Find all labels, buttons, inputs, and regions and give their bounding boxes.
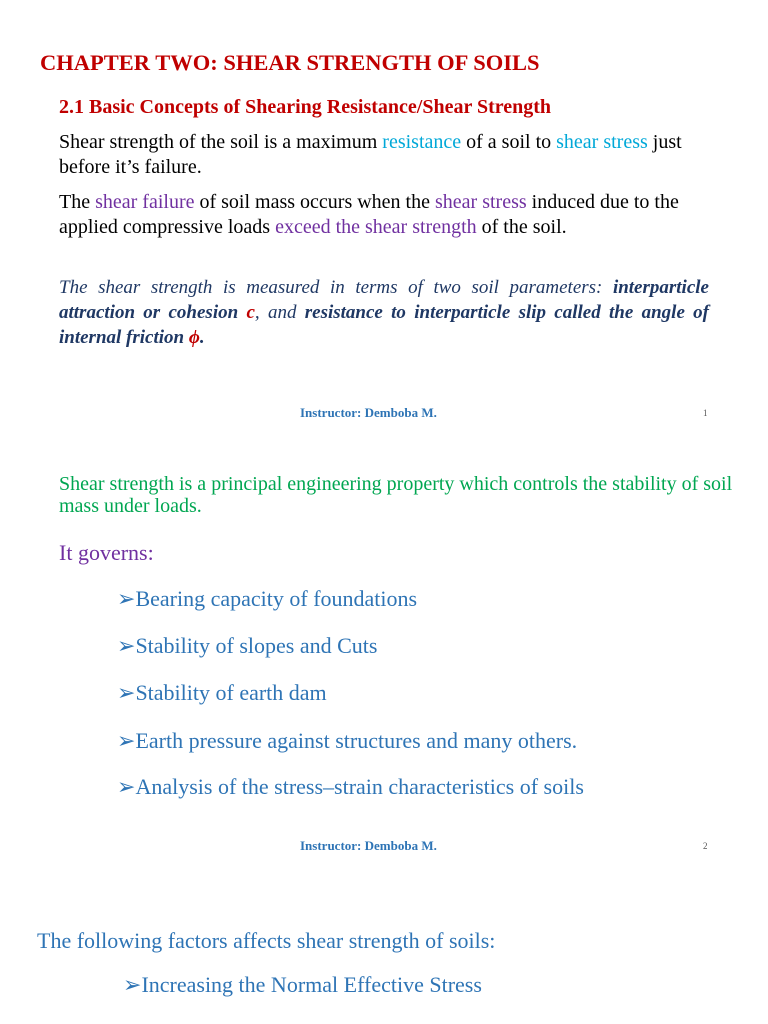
page-number: 2	[703, 841, 708, 851]
text-run: The	[59, 191, 96, 213]
list-item	[117, 680, 327, 706]
slide-footer: Instructor: Demboba M.	[300, 838, 437, 853]
arrow-bullet-icon: ➢	[117, 586, 136, 611]
list-item-label: Stability of slopes and Cuts	[135, 633, 378, 658]
governs-label: It governs:	[59, 540, 154, 565]
page-number: 1	[703, 408, 708, 418]
list-item-label: Bearing capacity of foundations	[135, 586, 418, 611]
list-item-label: Analysis of the stress–strain characteristics of soils	[135, 774, 584, 799]
definition-paragraph	[59, 130, 709, 180]
arrow-bullet-icon: ➢	[117, 774, 136, 799]
failure-paragraph	[59, 190, 709, 240]
highlight-shear-failure: shear failure	[95, 191, 195, 213]
text-run: The shear strength is measured in terms of two soil parameters:	[59, 277, 613, 298]
text-run: just before it’s failure.	[59, 131, 682, 178]
arrow-bullet-icon: ➢	[117, 728, 136, 753]
text-run: Shear strength of the soil is a maximum	[59, 131, 383, 153]
list-item-label: Stability of earth dam	[135, 680, 327, 705]
friction-term: resistance to interparticle slip called the angle of internal friction	[59, 302, 710, 348]
highlight-exceed-strength: exceed the shear strength	[275, 216, 477, 238]
highlight-resistance: resistance	[382, 131, 462, 153]
parameters-paragraph	[59, 275, 709, 350]
text-run: , and	[254, 302, 305, 323]
section-heading: 2.1 Basic Concepts of Shearing Resistance/Shear Strength	[59, 96, 552, 118]
arrow-bullet-icon: ➢	[117, 633, 136, 658]
text-run: of a soil to	[461, 131, 557, 153]
highlight-shear-stress: shear stress	[556, 131, 648, 153]
list-item	[117, 728, 577, 754]
list-item	[117, 774, 584, 800]
list-item	[123, 972, 482, 998]
highlight-shear-stress: shear stress	[435, 191, 527, 213]
cohesion-symbol: c	[246, 302, 255, 323]
text-run: of soil mass occurs when the	[194, 191, 435, 213]
list-item-label: Increasing the Normal Effective Stress	[141, 972, 482, 997]
arrow-bullet-icon: ➢	[117, 680, 136, 705]
factors-heading: The following factors affects shear strength of soils:	[37, 928, 496, 953]
list-item	[117, 633, 377, 659]
list-item-label: Earth pressure against structures and many others.	[135, 728, 578, 753]
arrow-bullet-icon: ➢	[123, 972, 142, 997]
chapter-title: CHAPTER TWO: SHEAR STRENGTH OF SOILS	[40, 50, 540, 75]
slide-footer: Instructor: Demboba M.	[300, 405, 437, 420]
cohesion-term: interparticle attraction or cohesion	[59, 277, 709, 323]
principal-property-text: Shear strength is a principal engineering property which controls the stability of soil mass under loads.	[59, 473, 733, 517]
text-run: of the soil.	[476, 216, 567, 238]
text-run: induced due to the applied compressive loads	[59, 191, 679, 238]
text-run: .	[199, 327, 205, 348]
friction-symbol: ϕ	[188, 327, 200, 348]
list-item	[117, 586, 417, 612]
